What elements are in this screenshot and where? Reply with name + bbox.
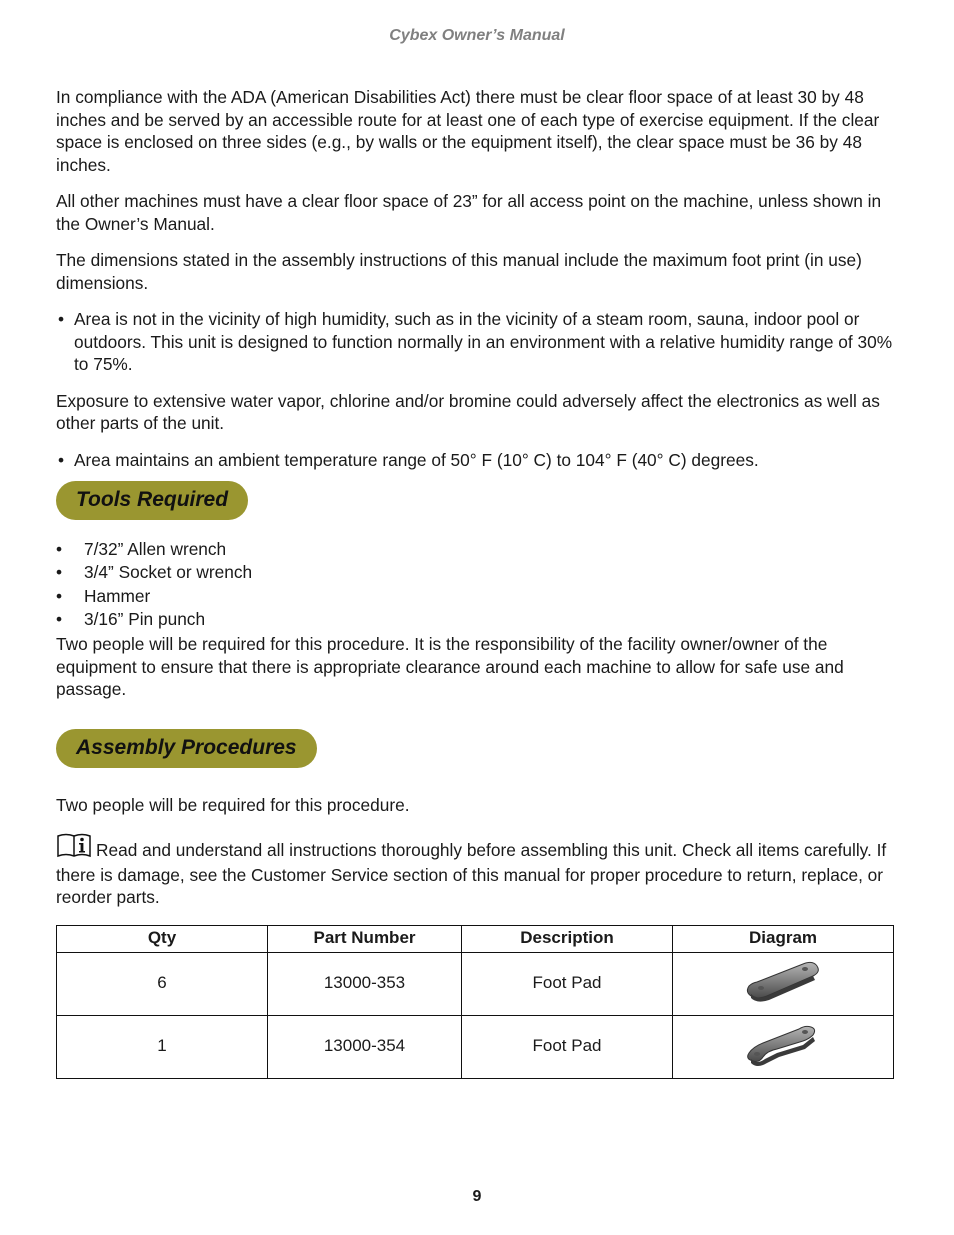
instruction-text: Read and understand all instructions thoroughly before assembling this unit. Check all items carefully. If there is damage, see the Customer Service section of this manual for proper procedure to return, replace, or reorder parts. xyxy=(56,840,887,908)
page-number: 9 xyxy=(472,1188,482,1205)
tool-label: Hammer xyxy=(84,585,151,606)
table-row xyxy=(57,1015,894,1078)
description-header: Description xyxy=(462,925,673,952)
temperature-bullet xyxy=(56,449,896,472)
part-number-cell: 13000-353 xyxy=(268,952,462,1015)
dimensions-paragraph: The dimensions stated in the assembly instructions of this manual include the maximum foot print (in use) dimensions. xyxy=(56,250,862,293)
diagram-cell xyxy=(673,1015,894,1078)
ada-paragraph: In compliance with the ADA (American Disabilities Act) there must be clear floor space of at least 30 by 48 inches and be served by an accessible route for at least one of each type of exercise equipment. If the clear space is enclosed on three sides (e.g., by walls or the equipment itself), the clear space must be 36 by 48 inches. xyxy=(56,87,880,175)
diagram-cell xyxy=(673,952,894,1015)
bullet-dot: • xyxy=(58,449,65,470)
table-header-row xyxy=(57,925,894,952)
part-number-header: Part Number xyxy=(268,925,462,952)
tools-list xyxy=(56,538,896,631)
bullet-dot: • xyxy=(58,309,65,329)
humidity-text: Area is not in the vicinity of high humidity, such as in the vicinity of a steam room, sauna, indoor pool or outdoors. This unit is designed to function normally in an environment with a relative humidity range of 30% to 75%. xyxy=(74,309,893,374)
assembly-heading: Assembly Procedures xyxy=(56,729,317,768)
tool-label: 7/32” Allen wrench xyxy=(84,539,227,559)
part-number-cell: 13000-354 xyxy=(268,1015,462,1078)
tools-heading: Tools Required xyxy=(56,481,248,520)
running-header: Cybex Owner’s Manual xyxy=(389,27,565,44)
description-cell: Foot Pad xyxy=(462,952,673,1015)
assembly-instruction xyxy=(56,832,896,909)
foot-pad-diagram xyxy=(743,956,823,1004)
foot-pad-diagram xyxy=(743,1019,823,1067)
manual-info-icon xyxy=(56,832,92,864)
qty-cell: 1 xyxy=(57,1015,268,1078)
list-item: • 3/16” Pin punch xyxy=(56,608,896,631)
list-item: • 3/4” Socket or wrench xyxy=(56,561,896,584)
tool-label: 3/4” Socket or wrench xyxy=(84,562,253,583)
assembly-intro: Two people will be required for this procedure. xyxy=(56,794,410,815)
tools-note: Two people will be required for this procedure. It is the responsibility of the facility owner/owner of the equipment to ensure that there is appropriate clearance around each machine to allow for safe use and passage. xyxy=(56,634,844,700)
parts-table xyxy=(56,925,894,1079)
tool-label: 3/16” Pin punch xyxy=(84,608,206,629)
other-machines-paragraph: All other machines must have a clear floor space of 23” for all access point on the machine, unless shown in the Owner’s Manual. xyxy=(56,191,882,234)
exposure-paragraph: Exposure to extensive water vapor, chlorine and/or bromine could adversely affect the electronics as well as other parts of the unit. xyxy=(56,390,880,433)
list-item: • Hammer xyxy=(56,585,896,608)
page-content xyxy=(56,86,896,1079)
qty-header: Qty xyxy=(57,925,268,952)
list-item: • 7/32” Allen wrench xyxy=(56,538,896,561)
diagram-header: Diagram xyxy=(673,925,894,952)
qty-cell: 6 xyxy=(57,952,268,1015)
description-cell: Foot Pad xyxy=(462,1015,673,1078)
table-row xyxy=(57,952,894,1015)
humidity-bullet xyxy=(56,308,896,376)
temperature-text: Area maintains an ambient temperature range of 50° F (10° C) to 104° F (40° C) degrees. xyxy=(74,449,759,470)
